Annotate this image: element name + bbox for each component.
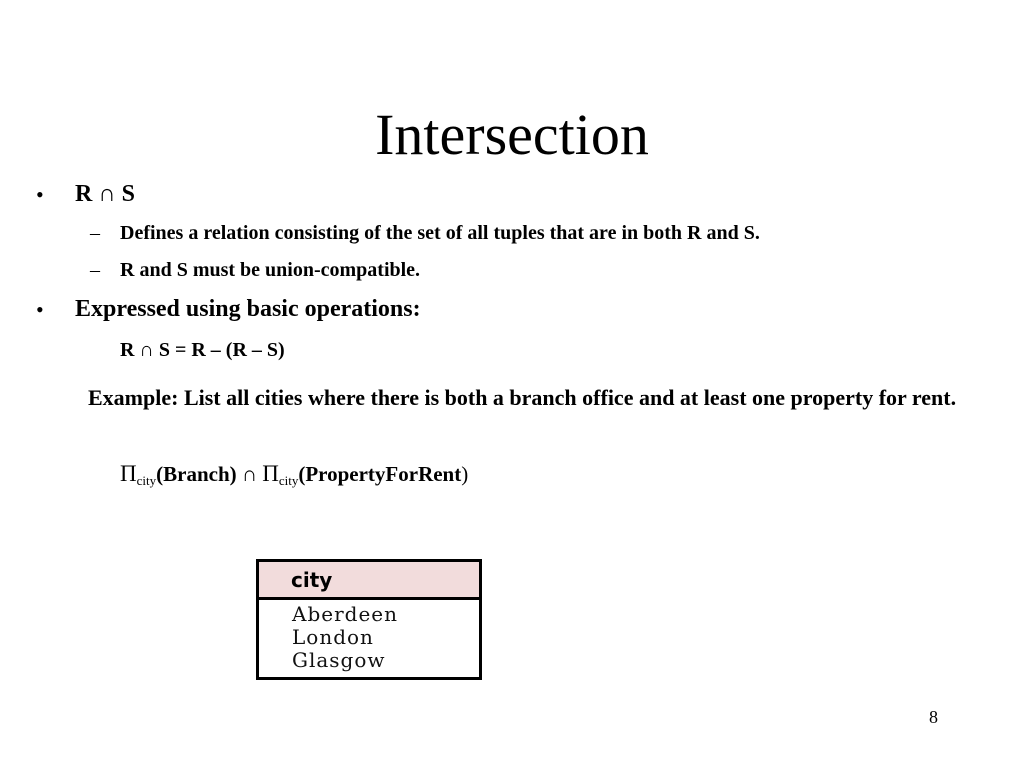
relation-name: (Branch) xyxy=(156,462,237,486)
sub-bullet-definition: Defines a relation consisting of the set of all tuples that are in both R and S. xyxy=(120,222,760,244)
table-header-city: city xyxy=(259,562,479,600)
closing-parenthesis: ) xyxy=(461,462,469,486)
projection-attribute: city xyxy=(278,473,299,488)
table-body xyxy=(259,600,479,672)
projection-symbol: Π xyxy=(262,461,279,486)
page-number: 8 xyxy=(929,707,938,727)
sub-bullet-marker: – xyxy=(90,222,100,244)
intersection-formula: R ∩ S = R – (R – S) xyxy=(120,339,285,361)
relational-algebra-expression xyxy=(120,460,468,488)
slide-title: Intersection xyxy=(375,102,649,167)
bullet-basic-operations: Expressed using basic operations: xyxy=(75,296,421,322)
table-row: Glasgow xyxy=(292,648,386,672)
table-row: Aberdeen xyxy=(292,602,398,626)
bullet-marker: • xyxy=(36,182,44,207)
table-row: London xyxy=(292,625,374,649)
sub-bullet-union-compatible: R and S must be union-compatible. xyxy=(120,259,421,281)
sub-bullet-marker: – xyxy=(90,259,100,281)
result-table xyxy=(256,559,482,680)
bullet-marker: • xyxy=(36,297,44,322)
projection-symbol: Π xyxy=(120,461,137,486)
projection-attribute: city xyxy=(136,473,157,488)
intersection-operator: ∩ xyxy=(241,462,257,486)
bullet-intersection-notation: R ∩ S xyxy=(75,181,135,207)
relation-name: (PropertyForRent xyxy=(298,462,462,486)
example-text: Example: List all cities where there is both a branch office and at least one property for rent. xyxy=(88,385,957,410)
